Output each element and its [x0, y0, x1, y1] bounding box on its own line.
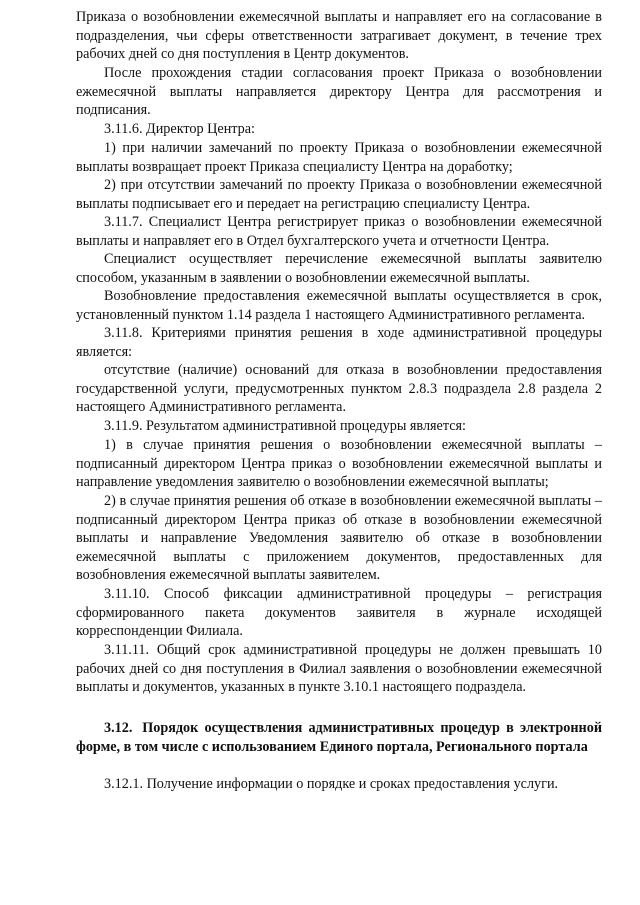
- paragraph-3-11-8: 3.11.8. Критериями принятия решения в ходе административной процедуры является:: [76, 325, 602, 360]
- section-heading-text: Порядок осуществления административных процедур в электронной форме, в том числе с использованием Единого портала, Регионального портала: [76, 720, 602, 755]
- paragraph-transfer: Специалист осуществляет перечисление ежемесячной выплаты заявителю способом, указанным в заявлении о возобновлении ежемесячной выплаты.: [76, 251, 602, 286]
- paragraph-3-11-7: 3.11.7. Специалист Центра регистрирует приказ о возобновлении ежемесячной выплаты и направляет его в Отдел бухгалтерского учета и отчетности Центра.: [76, 214, 602, 249]
- paragraph-continuation: Приказа о возобновлении ежемесячной выплаты и направляет его на согласование в подразделения, чьи сферы ответственности затрагивает документ, в течение трех рабочих дней со дня поступления в Центр документов.: [76, 9, 602, 62]
- paragraph-approval: После прохождения стадии согласования проект Приказа о возобновлении ежемесячной выплаты направляется директору Центра для рассмотрения и подписания.: [76, 65, 602, 118]
- paragraph-remarks-2: 2) при отсутствии замечаний по проекту Приказа о возобновлении ежемесячной выплаты подписывает его и передает на регистрацию специалисту Центра.: [76, 177, 602, 212]
- paragraph-3-11-9: 3.11.9. Результатом административной процедуры является:: [104, 418, 466, 434]
- paragraph-result-2: 2) в случае принятия решения об отказе в возобновлении ежемесячной выплаты – подписанный директором Центра приказ об отказе в возобновлении ежемесячной выплаты и направление Уведомления заявителю об отказе в возобновлении ежемесячной выплаты с приложением документов, предоставленных для возобновления ежемесячной выплаты заявителем.: [76, 493, 602, 583]
- section-heading-number: 3.12.: [104, 720, 133, 736]
- paragraph-criteria: отсутствие (наличие) оснований для отказа в возобновлении предоставления государственной услуги, предусмотренных пунктом 2.8.3 подраздела 2.8 раздела 2 настоящего Административного регламента.: [76, 362, 602, 415]
- paragraph-3-11-11: 3.11.11. Общий срок административной процедуры не должен превышать 10 рабочих дней со дня поступления в Филиал заявления о возобновлении ежемесячной выплаты и документов, указанных в пункте 3.10.1 настоящего подраздела.: [76, 642, 602, 695]
- paragraph-3-11-6: 3.11.6. Директор Центра:: [104, 121, 255, 137]
- paragraph-remarks-1: 1) при наличии замечаний по проекту Приказа о возобновлении ежемесячной выплаты возвращает проект Приказа специалисту Центра на доработку;: [76, 140, 602, 175]
- paragraph-result-1: 1) в случае принятия решения о возобновлении ежемесячной выплаты – подписанный директором Центра приказ о возобновлении ежемесячной выплаты и направление уведомления заявителю о возобновлении ежемесячной выплаты;: [76, 437, 602, 490]
- section-heading: [76, 719, 602, 757]
- paragraph-resumption: Возобновление предоставления ежемесячной выплаты осуществляется в срок, установленный пунктом 1.14 раздела 1 настоящего Административного регламента.: [76, 288, 602, 323]
- paragraph-3-11-10: 3.11.10. Способ фиксации административной процедуры – регистрация сформированного пакета документов заявителя в журнале исходящей корреспонденции Филиала.: [76, 586, 602, 639]
- paragraph-3-12-1: 3.12.1. Получение информации о порядке и сроках предоставления услуги.: [104, 776, 559, 792]
